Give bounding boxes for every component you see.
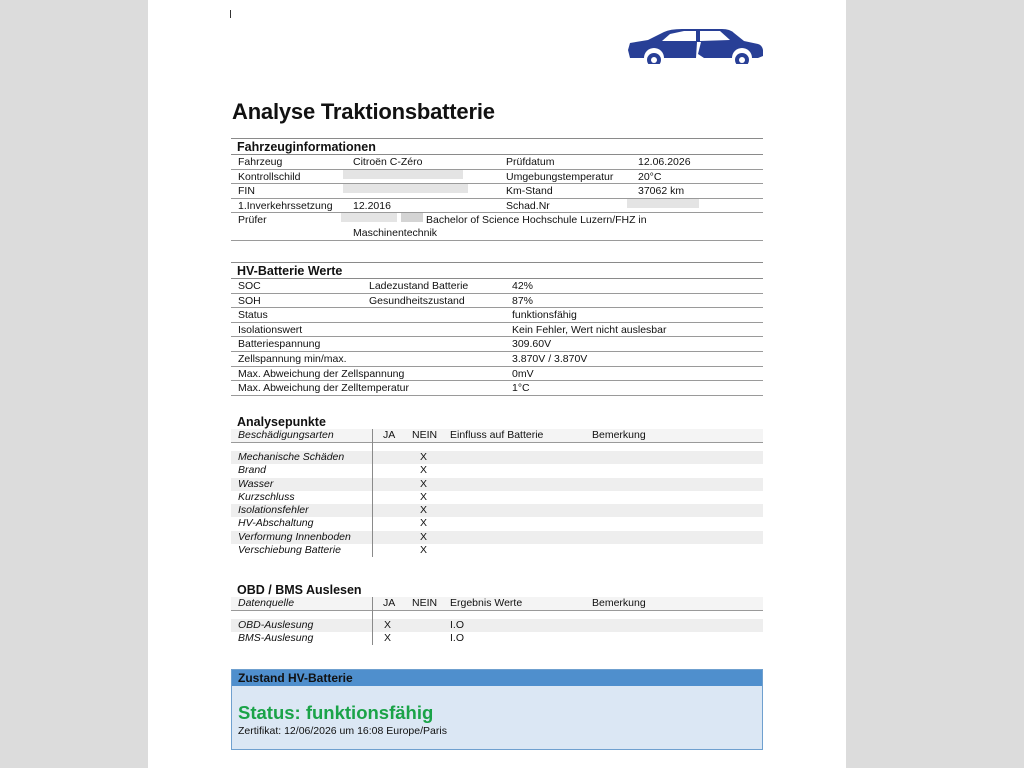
col-header: JA [383,429,396,441]
hv-label: Max. Abweichung der Zelltemperatur [238,382,409,395]
damage-type: Isolationsfehler [238,504,309,517]
table-row [231,504,763,517]
hv-label: Zellspannung min/max. [238,352,347,365]
field-label: Umgebungstemperatur [506,170,614,183]
hv-row [231,323,763,338]
inspector-row [231,213,763,241]
table-row [231,491,763,504]
yes-mark: X [384,632,392,645]
col-header: Datenquelle [238,597,295,609]
redacted-field [343,170,463,179]
field-label: Km-Stand [506,185,553,198]
field-label: Fahrzeug [238,156,283,168]
no-mark: X [420,504,428,517]
hv-label: Status [238,309,268,322]
hv-value: 87% [512,294,534,307]
vehicle-row [231,199,763,214]
hv-row [231,294,763,309]
col-header: Bemerkung [592,597,646,609]
analysis-section [231,414,763,557]
data-source: OBD-Auslesung [238,619,314,631]
redacted-field [627,199,699,208]
analysis-table-header [231,429,763,443]
hv-value: 0mV [512,367,534,380]
no-mark: X [420,464,428,477]
certificate-line: Zertifikat: 12/06/2026 um 16:08 Europe/Paris [238,725,447,737]
damage-type: Mechanische Schäden [238,451,345,463]
field-value: 20°C [638,170,662,183]
col-header: NEIN [412,597,438,609]
no-mark: X [420,544,428,557]
table-row [231,464,763,477]
damage-type: Verschiebung Batterie [238,544,341,557]
hv-battery-section [231,262,763,396]
table-row [231,517,763,530]
col-header: Einfluss auf Batterie [450,429,544,441]
no-mark: X [420,490,428,503]
table-row [231,632,763,645]
no-mark: X [420,451,428,463]
vehicle-row [231,155,763,170]
inspector-qualification: Bachelor of Science Hochschule Luzern/FHZ in [426,214,647,227]
damage-type: Kurzschluss [238,490,295,503]
col-header: Ergebnis Werte [450,597,523,609]
hv-value: 42% [512,280,534,292]
field-label: Prüfdatum [506,156,555,168]
hv-description: Gesundheitszustand [369,294,465,307]
hv-value: funktionsfähig [512,309,577,322]
battery-condition-box [231,669,763,750]
col-header: NEIN [412,429,438,441]
result-value: I.O [450,619,465,631]
damage-type: HV-Abschaltung [238,517,314,530]
hv-label: Isolationswert [238,323,303,336]
report-title: Analyse Traktionsbatterie [232,99,495,124]
field-value: 12.06.2026 [638,156,691,168]
col-header: Beschädigungsarten [238,429,334,441]
table-row [231,478,763,491]
car-icon [626,28,764,64]
yes-mark: X [384,619,392,631]
result-value: I.O [450,632,465,645]
table-row [231,544,763,557]
hv-value: Kein Fehler, Wert nicht auslesbar [512,323,667,336]
hv-value: 3.870V / 3.870V [512,352,588,365]
field-value: 12.2016 [353,199,391,212]
vehicle-row [231,170,763,185]
hv-battery-heading: HV-Batterie Werte [231,262,763,279]
col-header: Bemerkung [592,429,646,441]
field-value: 37062 km [638,185,685,198]
column-divider [372,429,373,557]
hv-row [231,381,763,396]
damage-type: Wasser [238,477,274,490]
col-header: JA [383,597,396,609]
column-divider [372,597,373,645]
hv-label: SOH [238,294,261,307]
status-text: Status: funktionsfähig [238,702,434,723]
field-label: 1.Inverkehrssetzung [238,199,333,212]
hv-label: Max. Abweichung der Zellspannung [238,367,405,380]
data-source: BMS-Auslesung [238,632,314,645]
text-cursor [230,10,231,18]
redacted-field [401,213,423,222]
obd-section [231,582,763,646]
field-label: Kontrollschild [238,170,301,183]
hv-label: SOC [238,280,261,292]
table-row [231,619,763,632]
no-mark: X [420,477,428,490]
hv-row [231,352,763,367]
table-row [231,531,763,544]
analysis-heading: Analysepunkte [237,415,326,429]
obd-heading: OBD / BMS Auslesen [237,583,362,597]
vehicle-info-heading: Fahrzeuginformationen [231,138,763,155]
hv-value: 309.60V [512,338,552,351]
obd-table-header [231,597,763,611]
no-mark: X [420,530,428,543]
hv-row [231,279,763,294]
vehicle-row [231,184,763,199]
table-row [231,451,763,464]
inspector-qualification-line2: Maschinentechnik [353,227,438,240]
report-page [148,0,846,768]
hv-row [231,367,763,382]
vehicle-info-section [231,138,763,241]
field-label: Schad.Nr [506,199,550,212]
no-mark: X [420,517,428,530]
damage-type: Brand [238,464,267,477]
hv-value: 1°C [512,382,530,395]
hv-label: Batteriespannung [238,338,321,351]
condition-heading: Zustand HV-Batterie [232,670,762,686]
hv-row [231,308,763,323]
hv-description: Ladezustand Batterie [369,280,469,292]
field-label: FIN [238,185,255,198]
hv-row [231,337,763,352]
redacted-field [341,213,397,222]
redacted-field [343,184,468,193]
inspector-label: Prüfer [238,214,267,227]
field-value: Citroën C-Zéro [353,156,423,168]
damage-type: Verformung Innenboden [238,530,351,543]
